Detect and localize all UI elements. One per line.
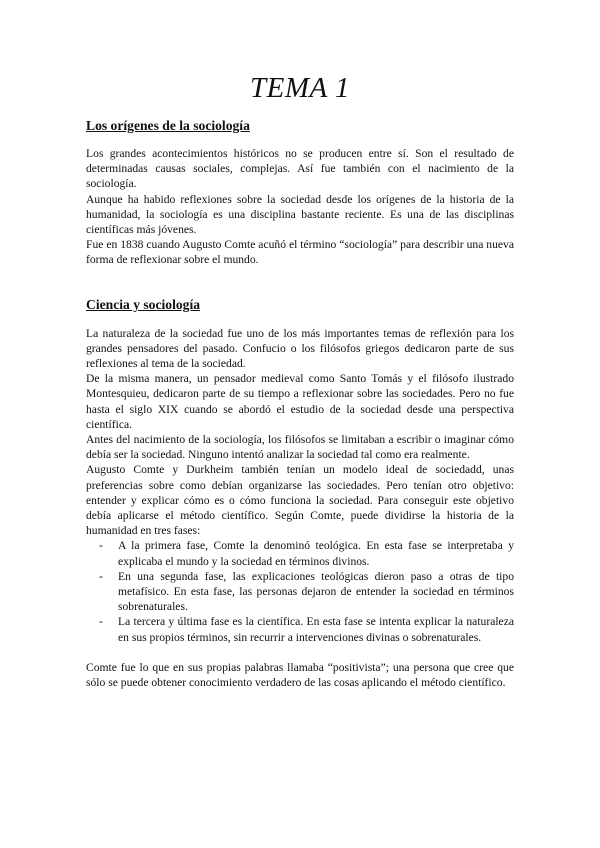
bullet-dash: - (99, 539, 103, 553)
list-item-text: A la primera fase, Comte la denominó teológica. En esta fase se interpretaba y explicaba el mundo y la sociedad en términos divinos. (118, 539, 514, 568)
list-item-text: La tercera y última fase es la científica. En esta fase se intenta explicar la naturaleza en sus propios términos, sin recurrir a intervenciones divinas o sobrenaturales. (118, 615, 514, 644)
phases-list (86, 538, 514, 644)
bullet-dash: - (99, 615, 103, 629)
paragraph: La naturaleza de la sociedad fue uno de los más importantes temas de reflexión para los grandes pensadores del pasado. Confucio o los filósofos griegos dedicaron parte de sus reflexiones al tema de la sociedad. (86, 326, 514, 371)
document-body (86, 118, 514, 690)
paragraph: Los grandes acontecimientos históricos no se producen entre sí. Son el resultado de determinadas causas sociales, complejas. Así fue también con el nacimiento de la sociología. (86, 147, 514, 191)
list-item-text: En una segunda fase, las explicaciones teológicas dieron paso a otras de tipo metafísico. En esta fase, las personas dejaron de entender la sociedad en términos sobrenaturales. (118, 569, 514, 614)
closing-paragraph: Comte fue lo que en sus propias palabras llamaba “positivista”; una persona que cree que sólo se puede obtener conocimiento verdadero de las cosas aplicando el método científico. (86, 660, 514, 690)
list-item (99, 538, 514, 568)
section-heading-science: Ciencia y sociología (86, 296, 201, 312)
paragraph: Augusto Comte y Durkheim también tenían un modelo ideal de sociedadd, unas preferencias sobre como debían organizarse las sociedades. Pero tenían otro objetivo: entender y explicar cómo es o cómo funciona la sociedad. Para conseguir este objetivo debía aplicarse el método científico. Según Comte, puede dividirse la historia de la humanidad en tres fases: (86, 463, 514, 538)
page-title: TEMA 1 (250, 72, 350, 104)
paragraph: De la misma manera, un pensador medieval como Santo Tomás y el filósofo ilustrado Montesquieu, dedicaron parte de su tiempo a reflexionar sobre las sociedades. Pero no fue hasta el siglo XIX cuando se abordó el estudio de la sociedad desde una perspectiva científica. (86, 372, 514, 431)
paragraph: Aunque ha habido reflexiones sobre la sociedad desde los orígenes de la historia de la humanidad, la sociología es una disciplina bastante reciente. Es una de las disciplinas científicas más jóvenes. (86, 192, 514, 237)
list-item (99, 569, 514, 615)
section-heading-origins: Los orígenes de la sociología (86, 118, 250, 133)
bullet-dash: - (99, 569, 103, 583)
list-item (99, 614, 514, 644)
paragraph: Fue en 1838 cuando Augusto Comte acuñó el término “sociología” para describir una nueva forma de reflexionar sobre el mundo. (86, 238, 514, 267)
paragraph: Antes del nacimiento de la sociología, los filósofos se limitaban a escribir o imaginar cómo debía ser la sociedad. Ninguno intentó analizar la sociedad tal como era realmente. (86, 433, 514, 462)
